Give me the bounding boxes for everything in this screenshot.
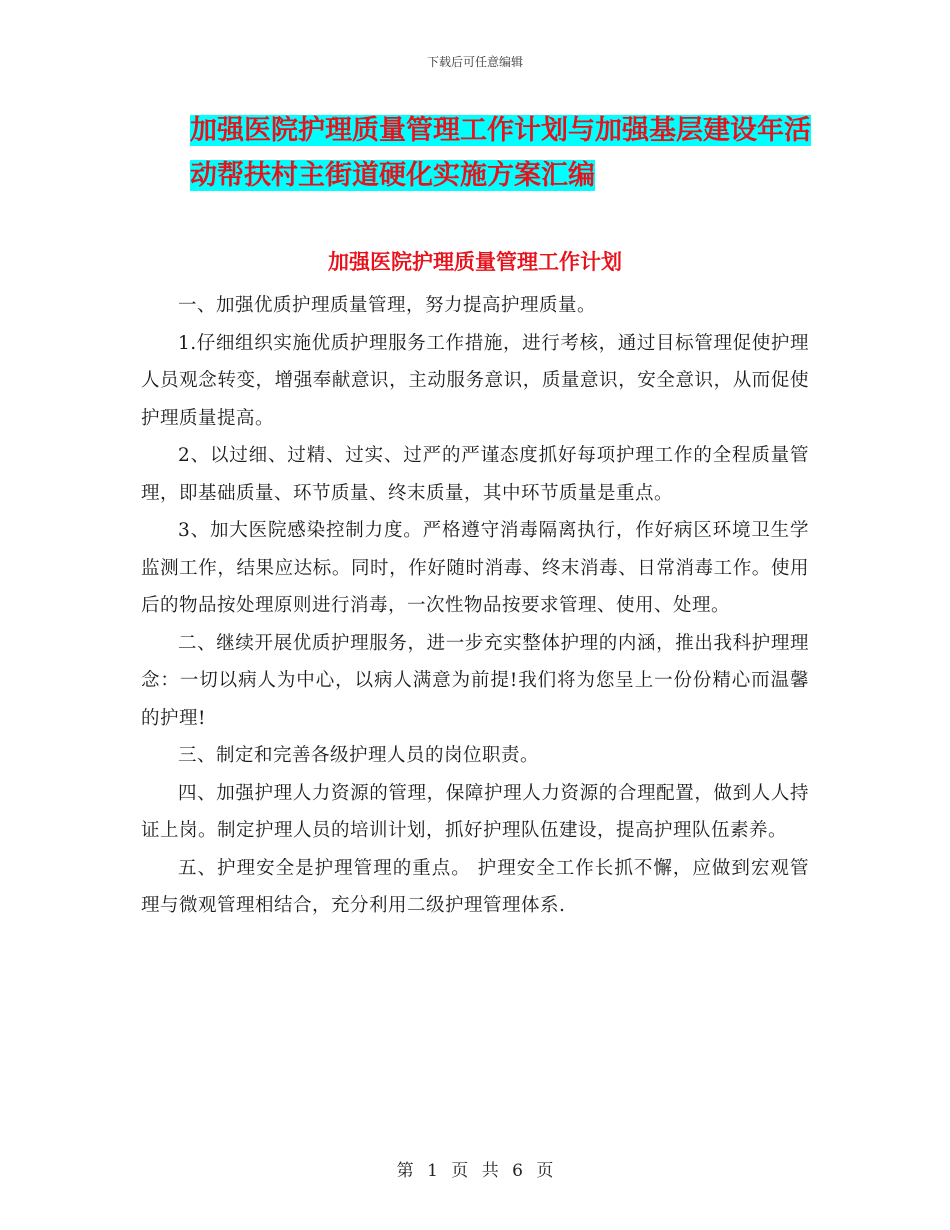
document-title-line-2: 动帮扶村主街道硬化实施方案汇编: [190, 160, 595, 191]
document-body: [141, 287, 809, 925]
paragraph: 三、制定和完善各级护理人员的岗位职责。: [178, 745, 540, 766]
paragraph: 一、加强优质护理质量管理，努力提高护理质量。: [178, 295, 597, 316]
paragraph: 四、加强护理人力资源的管理，保障护理人力资源的合理配置，做到人人持证上岗。制定护理人员的培训计划，抓好护理队伍建设，提高护理队伍素养。: [141, 782, 809, 841]
document-title-line-1: 加强医院护理质量管理工作计划与加强基层建设年活: [190, 115, 811, 146]
paragraph: 1.仔细组织实施优质护理服务工作措施，进行考核，通过目标管理促使护理人员观念转变，增强奉献意识，主动服务意识，质量意识，安全意识，从而促使护理质量提高。: [141, 332, 809, 429]
page-footer: 第 1 页 共 6 页: [396, 1161, 554, 1181]
paragraph: 五、护理安全是护理管理的重点。 护理安全工作长抓不懈，应做到宏观管理与微观管理相结合，充分利用二级护理管理体系.: [141, 857, 809, 916]
paragraph: 二、继续开展优质护理服务，进一步充实整体护理的内涵，推出我科护理理念：一切以病人为中心，以病人满意为前提!我们将为您呈上一份份精心而温馨的护理!: [141, 632, 809, 729]
document-title: [190, 108, 830, 198]
paragraph: 3、加大医院感染控制力度。严格遵守消毒隔离执行，作好病区环境卫生学监测工作，结果应达标。同时，作好随时消毒、终末消毒、日常消毒工作。使用后的物品按处理原则进行消毒，一次性物品按要求管理、使用、处理。: [141, 520, 809, 616]
page-header-note: 下载后可任意编辑: [426, 55, 523, 69]
section-title: 加强医院护理质量管理工作计划: [328, 250, 622, 274]
paragraph: 2、以过细、过精、过实、过严的严谨态度抓好每项护理工作的全程质量管理，即基础质量、环节质量、终末质量，其中环节质量是重点。: [141, 445, 809, 504]
